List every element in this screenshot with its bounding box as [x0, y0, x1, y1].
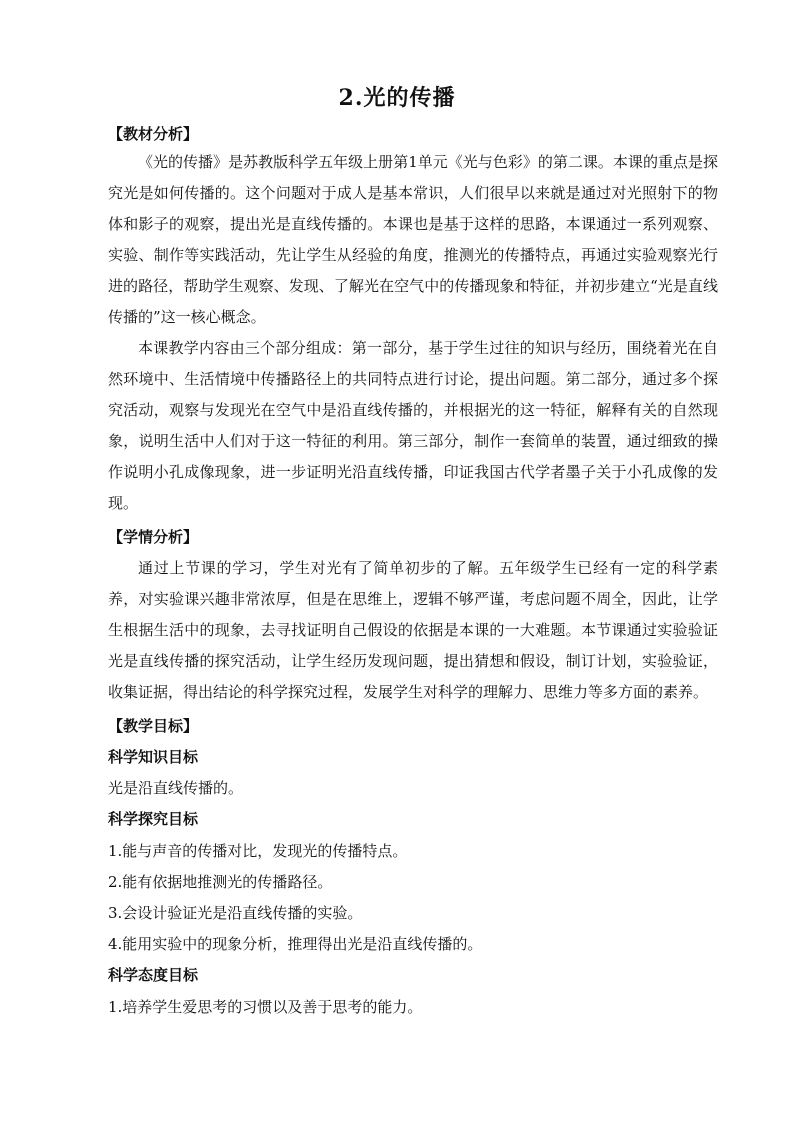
goal-item: 4.能用实验中的现象分析，推理得出光是沿直线传播的。 [108, 935, 483, 953]
paragraph-material-1: 《光的传播》是苏教版科学五年级上册第1单元《光与色彩》的第二课。本课的重点是探究光是如何传播的。这个问题对于成人是基本常识，人们很早以来就是通过对光照射下的物体和影子的观察，提出光是直线传播的。本课也是基于这样的思路，本课通过一系列观察、实验、制作等实践活动，先让学生从经验的角度，推测光的传播特点，再通过实验观察光行进的路径，帮助学生观察、发现、了解光在空气中的传播现象和特征，并初步建立“光是直线传播的”这一核心概念。 [108, 153, 718, 326]
section-heading-material: 【教材分析】 [108, 125, 199, 143]
subheading-attitude: 科学态度目标 [108, 966, 199, 984]
goal-item: 3.会设计验证光是沿直线传播的实验。 [108, 904, 363, 922]
subheading-inquiry: 科学探究目标 [108, 810, 199, 828]
paragraph-learner-1: 通过上节课的学习，学生对光有了简单初步的了解。五年级学生已经有一定的科学素养，对实验课兴趣非常浓厚，但是在思维上，逻辑不够严谨，考虑问题不周全，因此，让学生根据生活中的现象，去寻找证明自己假设的依据是本课的一大难题。本节课通过实验验证光是直线传播的探究活动，让学生经历发现问题，提出猜想和假设，制订计划，实验验证，收集证据，得出结论的科学探究过程，发展学生对科学的理解力、思维力等多方面的素养。 [108, 559, 718, 701]
section-heading-learner: 【学情分析】 [108, 528, 199, 546]
section-heading-goals: 【教学目标】 [108, 717, 199, 735]
goal-item: 1.能与声音的传播对比，发现光的传播特点。 [108, 842, 408, 860]
goal-item: 1.培养学生爱思考的习惯以及善于思考的能力。 [108, 998, 423, 1016]
goal-item: 光是沿直线传播的。 [108, 779, 244, 797]
paragraph-material-2: 本课教学内容由三个部分组成：第一部分，基于学生过往的知识与经历，围绕着光在自然环境中、生活情境中传播路径上的共同特点进行讨论，提出问题。第二部分，通过多个探究活动，观察与发现光在空气中是沿直线传播的，并根据光的这一特征，解释有关的自然现象，说明生活中人们对于这一特征的利用。第三部分，制作一套简单的装置，通过细致的操作说明小孔成像现象，进一步证明光沿直线传播，印证我国古代学者墨子关于小孔成像的发现。 [108, 339, 718, 512]
goal-item: 2.能有依据地推测光的传播路径。 [108, 873, 333, 891]
subheading-knowledge: 科学知识目标 [108, 748, 199, 766]
page-title: 2.光的传播 [338, 85, 456, 111]
